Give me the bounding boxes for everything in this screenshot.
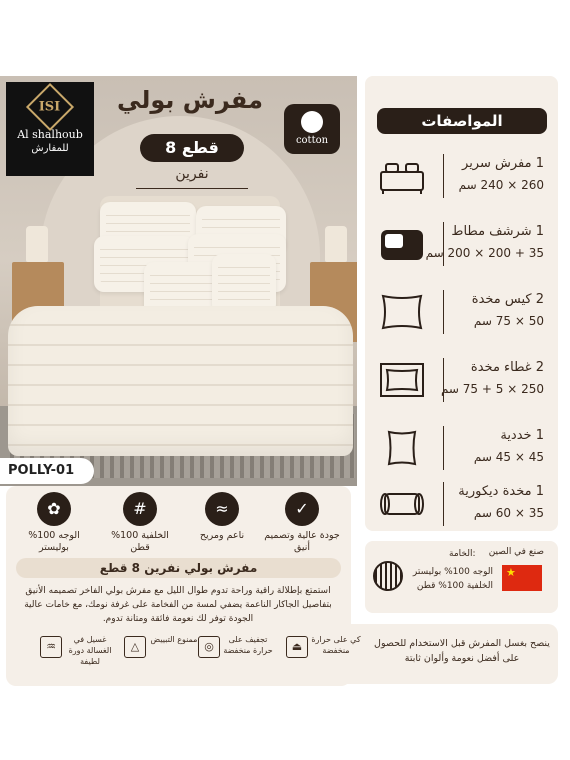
product-page	[0, 76, 570, 688]
care-item: ♒ غسيل في الغسالة دورة لطيفة	[36, 632, 116, 676]
brand-mark-icon: ISI	[26, 83, 74, 131]
duvet	[8, 306, 353, 456]
bed-icon	[377, 154, 427, 198]
spec-separator	[443, 482, 444, 526]
washing-machine-icon: ♒	[40, 636, 62, 658]
care-item: ⏏ كي على حرارة منخفضة	[282, 632, 362, 676]
product-photo	[0, 76, 357, 486]
fabric-weave-icon	[373, 561, 403, 591]
weave-icon: #	[123, 492, 157, 526]
wave-icon: ≈	[205, 492, 239, 526]
cushion	[212, 254, 276, 314]
lamp-right	[325, 226, 347, 262]
lamp-left	[26, 226, 48, 262]
spec-row: 1 مخدة ديكورية 35 × 60 سم	[365, 474, 558, 534]
pieces-pill: 8 قطع	[140, 134, 244, 162]
brand-logo	[6, 82, 94, 176]
brand-name-ar: للمفارش	[31, 143, 69, 154]
no-bleach-icon: △	[124, 636, 146, 658]
product-title: مفرش بولي	[117, 86, 263, 114]
quality-badge-icon: ✓	[285, 492, 319, 526]
china-flag-icon	[502, 565, 542, 591]
material-heading: الخامة:	[449, 549, 476, 559]
cotton-icon: ✿	[37, 492, 71, 526]
specs-panel	[365, 76, 558, 531]
spec-separator	[443, 426, 444, 470]
tumble-dry-icon: ◎	[198, 636, 220, 658]
pillowcase-icon	[377, 290, 427, 334]
material-back: الخلفية 100% قطن	[416, 581, 493, 591]
care-item: △ ممنوع التبييض	[120, 632, 200, 676]
care-panel	[6, 624, 558, 684]
cotton-icon	[301, 111, 323, 133]
feature-item: ✓ جودة عالية وتصميم أنيق	[262, 492, 342, 554]
origin-panel	[365, 541, 558, 613]
material-label: نفرين	[175, 166, 209, 182]
spec-separator	[443, 290, 444, 334]
brand-name-en: Al shalhoub	[17, 128, 83, 141]
spec-row: 2 غطاء مخدة 250 × 5 + 75 سم	[365, 350, 558, 410]
feature-item: # الخلفية 100% قطن	[100, 492, 180, 554]
model-tag: POLLY-01	[0, 458, 94, 484]
spec-row: 2 كيس مخدة 50 × 75 سم	[365, 282, 558, 342]
specs-heading: المواصفات	[377, 108, 547, 134]
description-title: مفرش بولي نفرين 8 قطع	[16, 558, 341, 578]
spec-separator	[443, 154, 444, 198]
spec-row: 1 مفرش سرير 260 × 240 سم	[365, 146, 558, 206]
care-note: ينصح بغسل المفرش قبل الاستخدام للحصول على أفضل نعومة وألوان ثابتة	[374, 638, 550, 664]
fitted-sheet-icon	[377, 222, 427, 266]
care-item: ◎ تجفيف على حرارة منخفضة	[194, 632, 274, 676]
spec-row: 1 شرشف مطاط 35 + 200 × 200 سم	[365, 214, 558, 274]
cushion-icon	[377, 426, 427, 470]
cotton-word: cotton	[295, 135, 329, 146]
bolster-icon	[377, 482, 427, 526]
iron-icon: ⏏	[286, 636, 308, 658]
feature-item: ≈ ناعم ومريح	[182, 492, 262, 542]
spec-row: 1 خددية 45 × 45 سم	[365, 418, 558, 478]
cotton-badge	[284, 104, 340, 154]
material-face: الوجه 100% بوليستر	[412, 567, 493, 577]
title-divider	[136, 188, 248, 189]
description-text: استمتع بإطلالة راقية وراحة تدوم طوال الليل مع مفرش بولي الفاخر تصميمه الأنيق بتفاصيل الجاكار الناعمة يضفي لمسة من الفخامة على غرفة نومك، مع خامات عالية الجودة توفر لك نعومة فائقة ومتانة تدوم.	[24, 586, 332, 624]
feature-item: ✿ الوجه 100% بوليستر	[14, 492, 94, 554]
pillow-sham-icon	[377, 358, 427, 402]
made-in-label: صنع في الصين	[488, 547, 544, 557]
